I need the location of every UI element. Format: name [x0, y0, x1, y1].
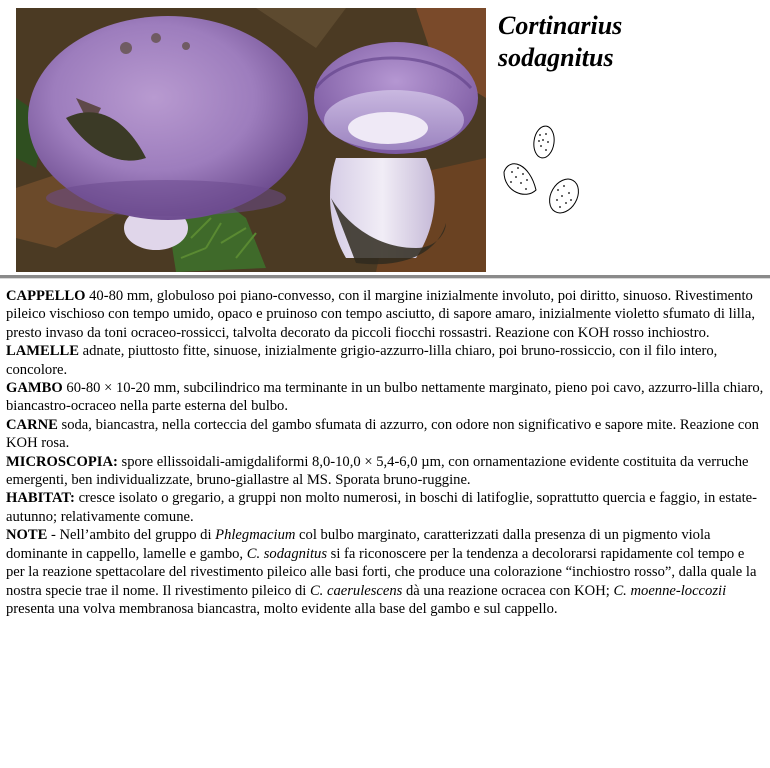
section-habitat	[6, 489, 766, 526]
section-label: HABITAT:	[6, 490, 75, 507]
species-title	[498, 10, 622, 74]
section-label: CARNE	[6, 416, 58, 433]
section-note	[6, 526, 766, 618]
mushroom-photo	[16, 8, 486, 272]
section-text: spore ellissoidali-amigdaliformi 8,0-10,0 × 5,4-6,0 µm, con ornamentazione evidente costituita da verruche emergenti, ben individualizzate, bruno-giallastre al MS. Sporata bruno-ruggine.	[6, 453, 749, 489]
section-lamelle	[6, 342, 766, 379]
taxon-name: Phlegmacium	[215, 527, 296, 544]
section-microscopia	[6, 453, 766, 490]
section-label: LAMELLE	[6, 343, 79, 360]
section-label: CAPPELLO	[6, 288, 86, 304]
spore-drawing	[496, 120, 596, 220]
section-label: NOTE	[6, 527, 48, 544]
taxon-name: C. sodagnitus	[246, 545, 327, 562]
section-text: soda, biancastra, nella corteccia del gambo sfumata di azzurro, con odore non significativo e sapore mite. Reazione con KOH rosa.	[6, 416, 759, 452]
section-cappello	[6, 287, 766, 342]
note-text: dà una reazione ocracea con KOH;	[402, 582, 614, 599]
section-label: MICROSCOPIA:	[6, 453, 118, 470]
title-species: sodagnitus	[498, 43, 614, 72]
section-label: GAMBO	[6, 380, 63, 397]
taxon-name: C. caerulescens	[309, 582, 403, 599]
note-text: - Nell’ambito del gruppo di	[47, 527, 216, 544]
note-text: col bulbo marginato, caratterizzati dalla presenza di un pigmento viola dominante in cappello, lamelle e gambo,	[6, 527, 711, 562]
section-carne	[6, 416, 766, 453]
section-gambo	[6, 379, 766, 416]
section-text: 40-80 mm, globuloso poi piano-convesso, con il margine inizialmente involuto, poi diritto, sinuoso. Rivestimento pileico vischioso con tempo umido, opaco e pruinoso con tempo asciutto, di sapore amaro, inizialmente violetto sfumato di lilla, presto invaso da toni ocraceo-rossicci, talvolta decorato da piccoli fiocchi rossastri. Reazione con KOH rosso inchiostro.	[6, 288, 755, 341]
note-text: si fa riconoscere per la tendenza a decolorarsi rapidamente col tempo e per la reazione spettacolare del rivestimento pileico alle basi forti, che produce una colorazione “inchiostro rosso”, dalla quale la nostra specie trae il nome. Il rivestimento pileico di	[6, 545, 757, 599]
section-text: adnate, piuttosto fitte, sinuose, inizialmente grigio-azzurro-lilla chiaro, poi bruno-rossiccio, con il filo intero, concolore.	[6, 343, 718, 378]
divider	[0, 275, 770, 279]
section-text: cresce isolato o gregario, a gruppi non molto numerosi, in boschi di latifoglie, soprattutto quercia e faggio, in estate-autunno; relativamente comune.	[6, 490, 757, 525]
taxon-name: C. moenne-loccozii	[613, 582, 727, 599]
description-body	[6, 287, 766, 618]
section-text: 60-80 × 10-20 mm, subcilindrico ma terminante in un bulbo nettamente marginato, pieno poi cavo, azzurro-lilla chiaro, biancastro-ocraceo nella parte esterna del bulbo.	[6, 380, 764, 415]
title-genus: Cortinarius	[498, 11, 623, 40]
note-text: presenta una volva membranosa biancastra, molto evidente alla base del gambo e sul cappello.	[6, 600, 558, 617]
